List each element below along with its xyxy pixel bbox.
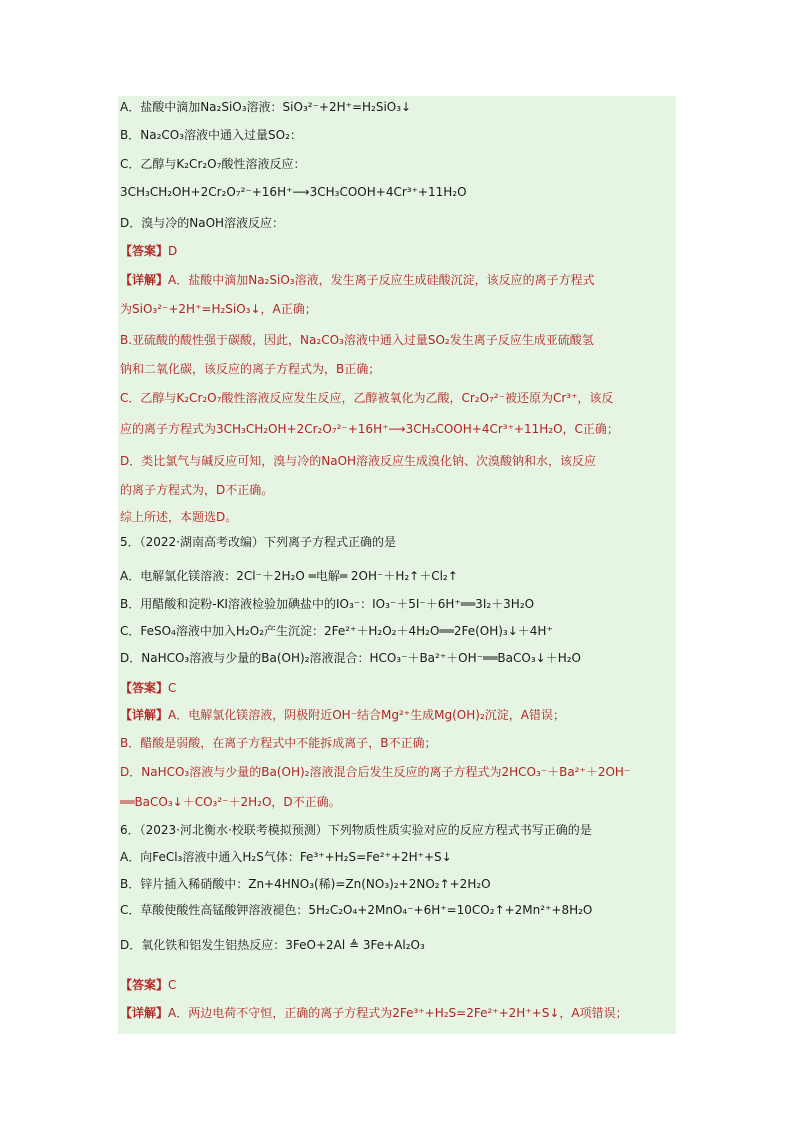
text-line: C．FeSO₄溶液中加入H₂O₂产生沉淀：2Fe²⁺＋H₂O₂＋4H₂O══2Fe(OH)₃↓＋4H⁺ bbox=[120, 624, 553, 638]
text-line bbox=[120, 678, 674, 698]
text-line: C．乙醇与K₂Cr₂O₇酸性溶液反应： bbox=[120, 157, 306, 171]
text-line: 为SiO₃²⁻+2H⁺=H₂SiO₃↓，A正确； bbox=[120, 302, 317, 316]
text-line: 钠和二氧化碳，该反应的离子方程式为，B正确； bbox=[120, 362, 381, 376]
text-line: A．向FeCl₃溶液中通入H₂S气体：Fe³⁺+H₂S=Fe²⁺+2H⁺+S↓ bbox=[120, 850, 452, 864]
answer-label: 【详解】 bbox=[120, 273, 169, 287]
text-line: ══BaCO₃↓＋CO₃²⁻＋2H₂O，D不正确。 bbox=[120, 795, 341, 809]
answer-label: 【答案】 bbox=[120, 244, 169, 258]
answer-text: D bbox=[168, 244, 178, 258]
text-line: C．乙醇与K₂Cr₂O₇酸性溶液反应发生反应，乙醇被氧化为乙酸，Cr₂O₇²⁻被还原为Cr³⁺，该反 bbox=[120, 391, 614, 405]
answer-label: 【详解】 bbox=[120, 1006, 169, 1020]
text-line: A．电解氯化镁溶液：2Cl⁻＋2H₂O ═电解═ 2OH⁻＋H₂↑＋Cl₂↑ bbox=[120, 569, 458, 583]
answer-text: C bbox=[168, 978, 177, 992]
text-line: D．NaHCO₃溶液与少量的Ba(OH)₂溶液混合：HCO₃⁻＋Ba²⁺＋OH⁻══BaCO₃↓＋H₂O bbox=[120, 651, 581, 665]
answer-label: 【答案】 bbox=[120, 681, 169, 695]
text-line: B．用醋酸和淀粉-KI溶液检验加碘盐中的IO₃⁻：IO₃⁻＋5I⁻＋6H⁺══3I₂＋3H₂O bbox=[120, 597, 535, 611]
document-body bbox=[118, 96, 676, 1034]
answer-text: A．电解氯化镁溶液，阴极附近OH⁻结合Mg²⁺生成Mg(OH)₂沉淀，A错误； bbox=[168, 708, 565, 722]
text-line: 5．（2022·湖南高考改编）下列离子方程式正确的是 bbox=[120, 535, 396, 549]
text-line bbox=[120, 975, 674, 995]
text-line: 的离子方程式为，D不正确。 bbox=[120, 483, 274, 497]
answer-text: A．两边电荷不守恒，正确的离子方程式为2Fe³⁺+H₂S=2Fe²⁺+2H⁺+S↓，A项错误； bbox=[168, 1006, 628, 1020]
text-line bbox=[120, 1003, 674, 1023]
answer-text: A．盐酸中滴加Na₂SiO₃溶液，发生离子反应生成硅酸沉淀，该反应的离子方程式 bbox=[168, 273, 595, 287]
text-line: 应的离子方程式为3CH₃CH₂OH+2Cr₂O₇²⁻+16H⁺⟶3CH₃COOH+4Cr³⁺+11H₂O，C正确； bbox=[120, 422, 619, 436]
answer-label: 【答案】 bbox=[120, 978, 169, 992]
text-line: B．锌片插入稀硝酸中：Zn+4HNO₃(稀)=Zn(NO₃)₂+2NO₂↑+2H₂O bbox=[120, 877, 491, 891]
answer-label: 【详解】 bbox=[120, 708, 169, 722]
text-line: B．Na₂CO₃溶液中通入过量SO₂： bbox=[120, 128, 302, 142]
text-line bbox=[120, 241, 674, 261]
text-line: B．醋酸是弱酸，在离子方程式中不能拆成离子，B不正确； bbox=[120, 736, 437, 750]
text-line: D．溴与冷的NaOH溶液反应： bbox=[120, 216, 285, 230]
text-line bbox=[120, 270, 674, 290]
text-line: D．氧化铁和铝发生铝热反应：3FeO+2Al ≜ 3Fe+Al₂O₃ bbox=[120, 938, 425, 952]
text-line: C．草酸使酸性高锰酸钾溶液褪色：5H₂C₂O₄+2MnO₄⁻+6H⁺=10CO₂↑+2Mn²⁺+8H₂O bbox=[120, 903, 593, 917]
text-line: B.亚硫酸的酸性强于碳酸，因此，Na₂CO₃溶液中通入过量SO₂发生离子反应生成亚硫酸氢 bbox=[120, 333, 594, 347]
answer-text: C bbox=[168, 681, 177, 695]
text-line: 综上所述，本题选D。 bbox=[120, 510, 238, 524]
text-line: D．NaHCO₃溶液与少量的Ba(OH)₂溶液混合后发生反应的离子方程式为2HCO₃⁻＋Ba²⁺＋2OH⁻ bbox=[120, 765, 631, 779]
text-line: A．盐酸中滴加Na₂SiO₃溶液：SiO₃²⁻+2H⁺=H₂SiO₃↓ bbox=[120, 100, 412, 114]
text-line: D．类比氯气与碱反应可知，溴与冷的NaOH溶液反应生成溴化钠、次溴酸钠和水，该反应 bbox=[120, 454, 597, 468]
text-line: 3CH₃CH₂OH+2Cr₂O₇²⁻+16H⁺⟶3CH₃COOH+4Cr³⁺+11H₂O bbox=[120, 185, 467, 199]
text-line: 6．（2023·河北衡水·校联考模拟预测）下列物质性质实验对应的反应方程式书写正确的是 bbox=[120, 823, 592, 837]
text-line bbox=[120, 705, 674, 725]
